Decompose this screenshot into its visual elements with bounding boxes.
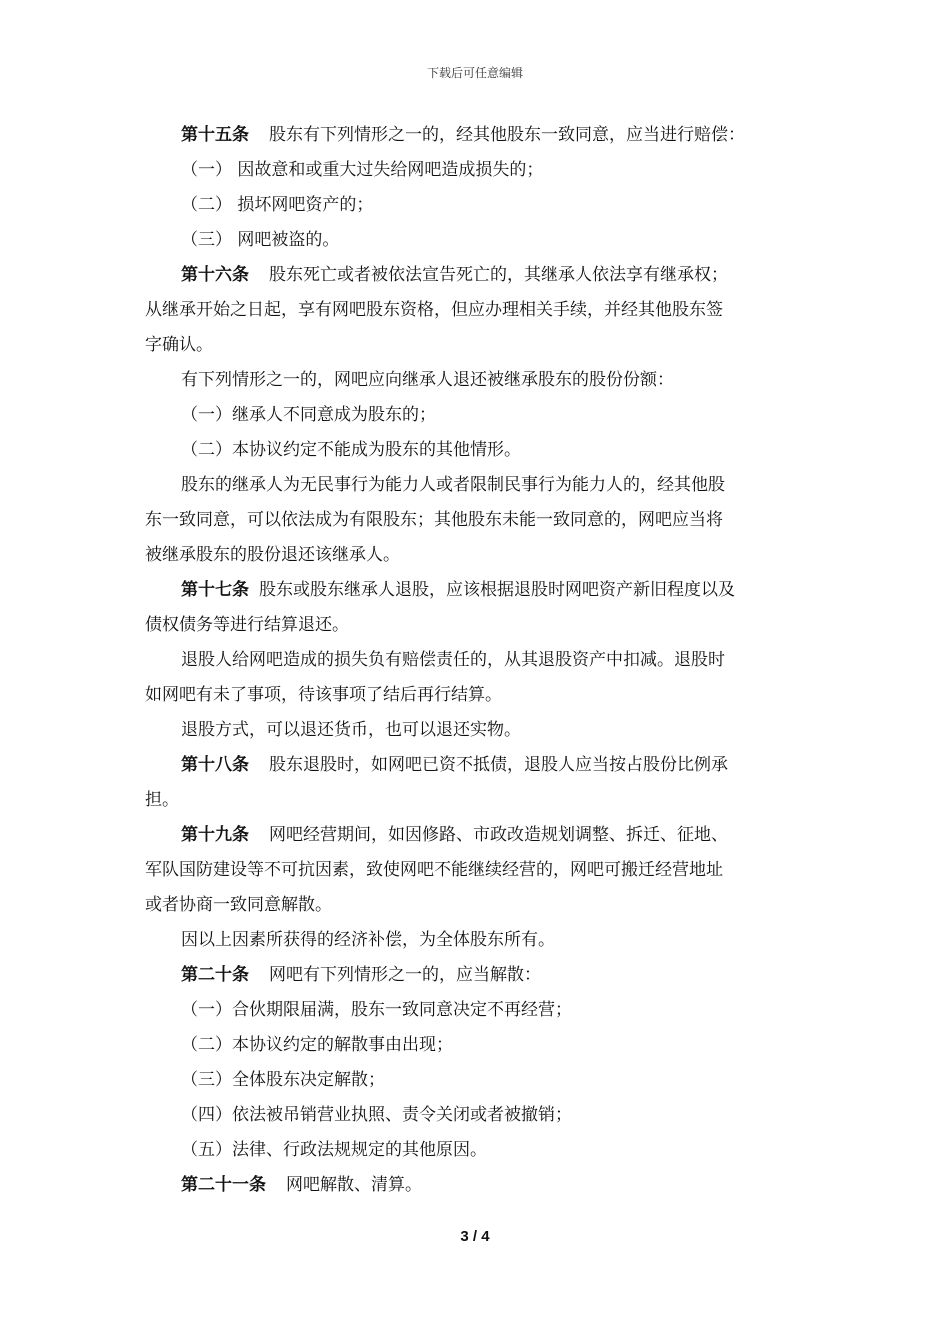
line-text: 网吧解散、清算。 [286,1175,422,1195]
article-line [145,818,810,853]
paragraph-line [145,923,810,958]
line-text: 如网吧有未了事项，待该事项了结后再行结算。 [145,685,502,705]
list-item [145,398,810,433]
paragraph-line [145,888,810,923]
list-item [145,1133,810,1168]
paragraph-line [145,503,810,538]
line-text: 从继承开始之日起，享有网吧股东资格，但应办理相关手续，并经其他股东签 [145,300,723,320]
line-text: 或者协商一致同意解散。 [145,895,332,915]
line-text: 退股人给网吧造成的损失负有赔偿责任的，从其退股资产中扣减。退股时 [181,650,725,670]
article-line [145,748,810,783]
line-text: （一）继承人不同意成为股东的； [181,405,436,425]
paragraph-line [145,328,810,363]
line-text: 被继承股东的股份退还该继承人。 [145,545,400,565]
paragraph-line [145,783,810,818]
paragraph-line [145,468,810,503]
article-line [145,258,810,293]
article-number: 第十七条 [181,580,249,600]
list-item [145,1063,810,1098]
line-text: （五）法律、行政法规规定的其他原因。 [181,1140,487,1160]
line-text: 股东的继承人为无民事行为能力人或者限制民事行为能力人的，经其他股 [181,475,725,495]
list-item [145,993,810,1028]
line-text: 退股方式，可以退还货币，也可以退还实物。 [181,720,521,740]
line-text: 因以上因素所获得的经济补偿，为全体股东所有。 [181,930,555,950]
article-number: 第十八条 [181,755,249,775]
line-text: 网吧有下列情形之一的，应当解散： [269,965,541,985]
list-item [145,1028,810,1063]
paragraph-line [145,293,810,328]
paragraph-line [145,608,810,643]
list-item [145,153,810,188]
list-item [145,433,810,468]
list-item [145,188,810,223]
paragraph-line [145,678,810,713]
paragraph-line [145,713,810,748]
line-text: （二）本协议约定的解散事由出现； [181,1035,453,1055]
paragraph-line [145,643,810,678]
line-text: 网吧经营期间，如因修路、市政改造规划调整、拆迁、征地、 [269,825,728,845]
document-body [145,118,810,1203]
article-number: 第十五条 [181,125,249,145]
line-text: 担。 [145,790,179,810]
list-item [145,223,810,258]
line-text: （三）全体股东决定解散； [181,1070,385,1090]
article-number: 第二十条 [181,965,249,985]
line-text: 东一致同意，可以依法成为有限股东；其他股东未能一致同意的，网吧应当将 [145,510,723,530]
line-text: 股东或股东继承人退股，应该根据退股时网吧资产新旧程度以及 [259,580,735,600]
article-line [145,573,810,608]
line-text: （二） 损坏网吧资产的； [181,195,374,215]
article-line [145,958,810,993]
page-number: 3 / 4 [460,1228,490,1245]
line-text: 股东退股时，如网吧已资不抵债，退股人应当按占股份比例承 [269,755,728,775]
line-text: （四）依法被吊销营业执照、责令关闭或者被撤销； [181,1105,572,1125]
line-text: （三） 网吧被盗的。 [181,230,340,250]
paragraph-line [145,538,810,573]
line-text: 字确认。 [145,335,213,355]
line-text: （一）合伙期限届满，股东一致同意决定不再经营； [181,1000,572,1020]
line-text: （一） 因故意和或重大过失给网吧造成损失的； [181,160,544,180]
page-header: 下载后可任意编辑 [426,66,523,80]
line-text: 有下列情形之一的，网吧应向继承人退还被继承股东的股份份额： [181,370,674,390]
list-item [145,1098,810,1133]
article-number: 第二十一条 [181,1175,266,1195]
line-text: 债权债务等进行结算退还。 [145,615,349,635]
article-number: 第十六条 [181,265,249,285]
line-text: 股东死亡或者被依法宣告死亡的，其继承人依法享有继承权； [269,265,728,285]
line-text: （二）本协议约定不能成为股东的其他情形。 [181,440,521,460]
paragraph-line [145,853,810,888]
line-text: 军队国防建设等不可抗因素，致使网吧不能继续经营的，网吧可搬迁经营地址 [145,860,723,880]
article-number: 第十九条 [181,825,249,845]
paragraph-line [145,363,810,398]
article-line [145,118,810,153]
article-line [145,1168,810,1203]
line-text: 股东有下列情形之一的，经其他股东一致同意，应当进行赔偿： [269,125,745,145]
